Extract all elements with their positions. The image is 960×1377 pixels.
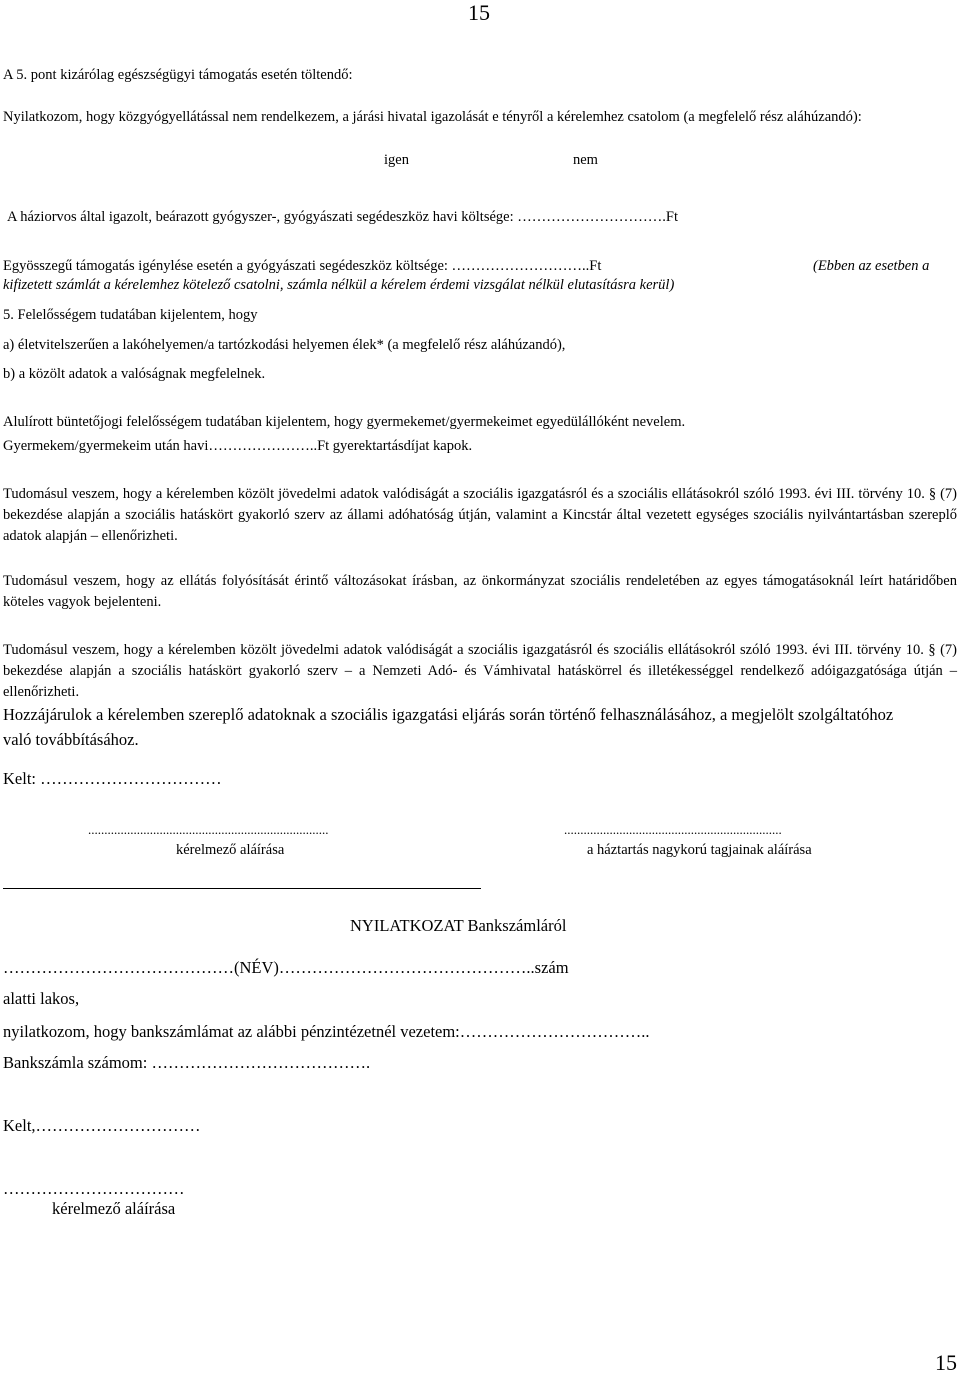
lump-sum-line: Egyösszegű támogatás igénylése esetén a gyógyászati segédeszköz költsége: ………………………..Ft xyxy=(3,258,602,274)
option-yes[interactable]: igen xyxy=(384,152,409,168)
page-number-bottom: 15 xyxy=(935,1350,957,1375)
signature-line-2[interactable]: …………………………… xyxy=(3,1179,185,1198)
health-statement: Nyilatkozom, hogy közgyógyellátással nem rendelkezem, a járási hivatal igazolását e tényről a kérelemhez csatolom (a megfelelő rész aláhúzandó): xyxy=(3,109,862,125)
signature-label-2: kérelmező aláírása xyxy=(52,1199,176,1218)
divider-line xyxy=(3,888,481,889)
date-line-2[interactable]: Kelt,………………………… xyxy=(3,1116,201,1135)
lump-sum-note-start: (Ebben az esetben a xyxy=(813,258,930,274)
bank-institution-line[interactable]: nyilatkozom, hogy bankszámlámat az alábbi pénzintézetnél vezetem:…………………………….. xyxy=(3,1022,650,1041)
section-5-heading: A 5. pont kizárólag egészségügyi támogatás esetén töltendő: xyxy=(3,67,353,83)
acknowledgement-1: Tudomásul veszem, hogy a kérelemben közölt jövedelmi adatok valódiságát a szociális igazgatásról és a szociális ellátásokról szóló 1993. évi III. törvény 10. § (7) bekezdése alapján a szociális hatáskört gyakorló szerv az állami adóhatóság útján, valamint a Kincstár által vezetett egységes szociális nyilvántartásban szereplő adatok alapján – ellenőrizheti. xyxy=(3,486,957,544)
point5-a: a) életvitelszerűen a lakóhelyemen/a tartózkodási helyemen élek* (a megfelelő rész aláhúzandó), xyxy=(3,337,566,353)
consent-statement: Hozzájárulok a kérelemben szereplő adatoknak a szociális igazgatási eljárás során történő felhasználásához, a megjelölt szolgáltatóhoz való továbbításához. xyxy=(3,705,894,749)
page-number-top: 15 xyxy=(468,0,490,25)
signature-line-right[interactable]: ................................................................... xyxy=(564,822,782,837)
lump-sum-note: kifizetett számlát a kérelemhez kötelező csatolni, számla nélkül a kérelem érdemi vizsgálat nélkül elutasításra kerül) xyxy=(3,277,675,293)
signature-label-right: a háztartás nagykorú tagjainak aláírása xyxy=(587,842,812,858)
bank-statement-title: NYILATKOZAT Bankszámláról xyxy=(350,916,567,935)
acknowledgement-3: Tudomásul veszem, hogy a kérelemben közölt jövedelmi adatok valódiságát a szociális igazgatásról és szociális ellátásokról szóló 1993. évi III. törvény 10. § (7) bekezdése alapján a szociális hatáskört gyakorló szerv – a Nemzeti Adó- és Vámhivatal hatáskörrel és illetékességgel rendelkező adóigazgatósága útján – ellenőrizheti. xyxy=(3,642,957,700)
child-allowance-line: Gyermekem/gyermekeim után havi…………………..Ft gyerektartásdíjat kapok. xyxy=(3,438,473,454)
single-parent-statement: Alulírott büntetőjogi felelősségem tudatában kijelentem, hogy gyermekemet/gyermekeimet egyedülállóként nevelem. xyxy=(3,414,686,430)
date-line-1[interactable]: Kelt: …………………………… xyxy=(3,769,222,788)
monthly-cost-line: A háziorvos által igazolt, beárazott gyógyszer-, gyógyászati segédeszköz havi költsége: ………………………….Ft xyxy=(7,209,678,225)
bank-resident: alatti lakos, xyxy=(3,989,80,1008)
signature-line-left[interactable]: .......................................................................... xyxy=(88,822,329,837)
option-no[interactable]: nem xyxy=(573,152,598,168)
point5-b: b) a közölt adatok a valóságnak megfelelnek. xyxy=(3,366,266,382)
bank-account-line[interactable]: Bankszámla számom: …………………………………. xyxy=(3,1053,371,1072)
signature-label-left: kérelmező aláírása xyxy=(176,842,285,858)
acknowledgement-2: Tudomásul veszem, hogy az ellátás folyósítását érintő változásokat írásban, az önkormányzat szociális rendeletében az egyes támogatásoknál leírt határidőben köteles vagyok bejelenteni. xyxy=(3,573,957,610)
bank-name-line[interactable]: ……………………………………(NÉV)………………………………………..szám xyxy=(3,958,569,977)
point5-title: 5. Felelősségem tudatában kijelentem, hogy xyxy=(3,307,258,323)
